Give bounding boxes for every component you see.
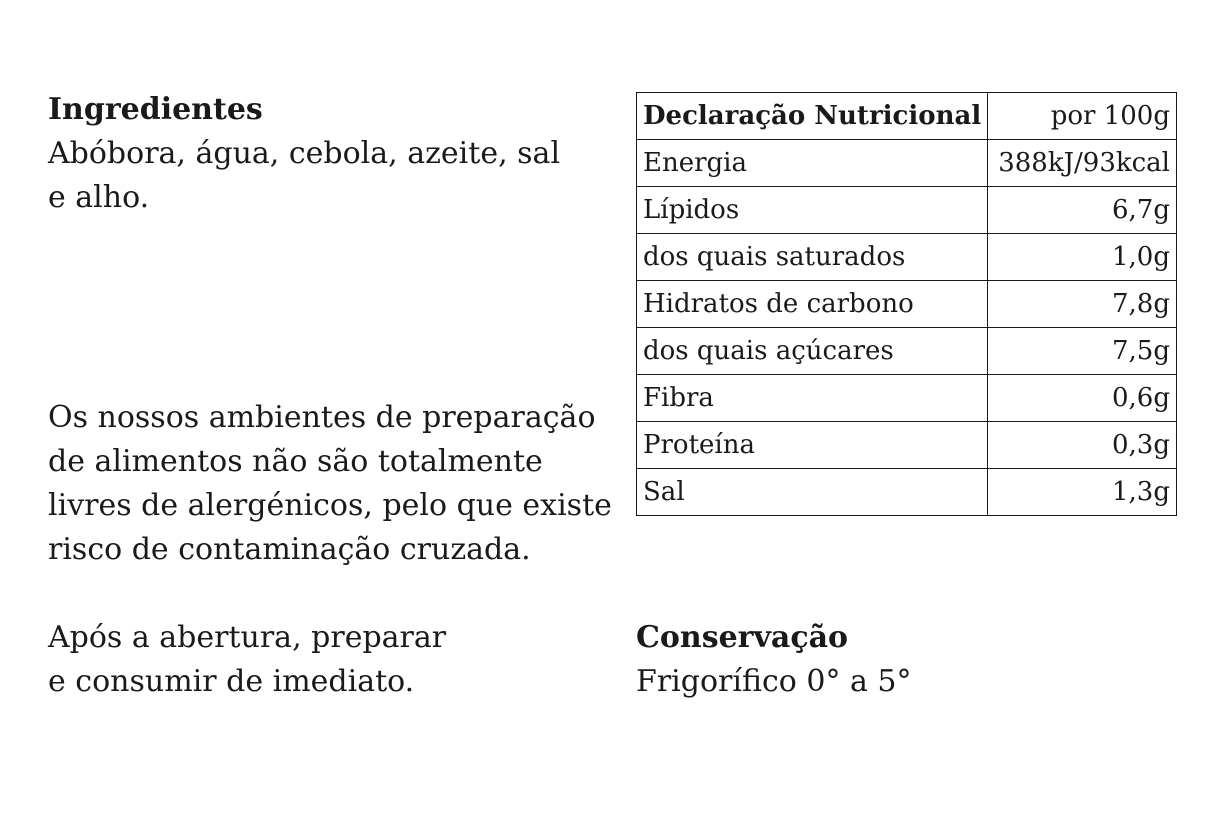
allergen-line: risco de contaminação cruzada. — [48, 532, 531, 567]
allergen-notice — [48, 396, 628, 572]
nutrient-value: 6,7g — [988, 187, 1177, 234]
nutrient-name: Sal — [637, 469, 988, 516]
nutrient-value: 1,0g — [988, 234, 1177, 281]
nutrition-header-row — [637, 93, 1177, 140]
table-row — [637, 422, 1177, 469]
ingredients-line: Abóbora, água, cebola, azeite, sal — [48, 136, 561, 171]
table-row — [637, 375, 1177, 422]
nutrient-name: Hidratos de carbono — [637, 281, 988, 328]
storage-section — [636, 616, 1196, 704]
nutrient-value: 0,3g — [988, 422, 1177, 469]
nutrient-value: 0,6g — [988, 375, 1177, 422]
opening-line: e consumir de imediato. — [48, 664, 415, 699]
ingredients-heading: Ingredientes — [48, 92, 263, 127]
nutrient-name: Lípidos — [637, 187, 988, 234]
storage-text: Frigorífico 0° a 5° — [636, 664, 912, 699]
storage-heading: Conservação — [636, 620, 849, 655]
nutrient-name: dos quais açúcares — [637, 328, 988, 375]
table-row — [637, 328, 1177, 375]
nutrition-header-title: Declaração Nutricional — [637, 93, 988, 140]
nutrient-name: Fibra — [637, 375, 988, 422]
nutrient-name: Proteína — [637, 422, 988, 469]
nutrition-header-unit: por 100g — [988, 93, 1177, 140]
opening-instructions — [48, 616, 608, 704]
nutrient-name: Energia — [637, 140, 988, 187]
nutrient-value: 7,8g — [988, 281, 1177, 328]
allergen-line: Os nossos ambientes de preparação — [48, 400, 596, 435]
table-row — [637, 469, 1177, 516]
nutrition-table — [636, 92, 1177, 516]
ingredients-section — [48, 88, 608, 220]
allergen-line: livres de alergénicos, pelo que existe — [48, 488, 612, 523]
nutrient-name: dos quais saturados — [637, 234, 988, 281]
opening-line: Após a abertura, preparar — [48, 620, 447, 655]
nutrient-value: 7,5g — [988, 328, 1177, 375]
nutrient-value: 388kJ/93kcal — [988, 140, 1177, 187]
allergen-line: de alimentos não são totalmente — [48, 444, 543, 479]
table-row — [637, 140, 1177, 187]
ingredients-line: e alho. — [48, 180, 150, 215]
table-row — [637, 187, 1177, 234]
table-row — [637, 281, 1177, 328]
nutrient-value: 1,3g — [988, 469, 1177, 516]
table-row — [637, 234, 1177, 281]
